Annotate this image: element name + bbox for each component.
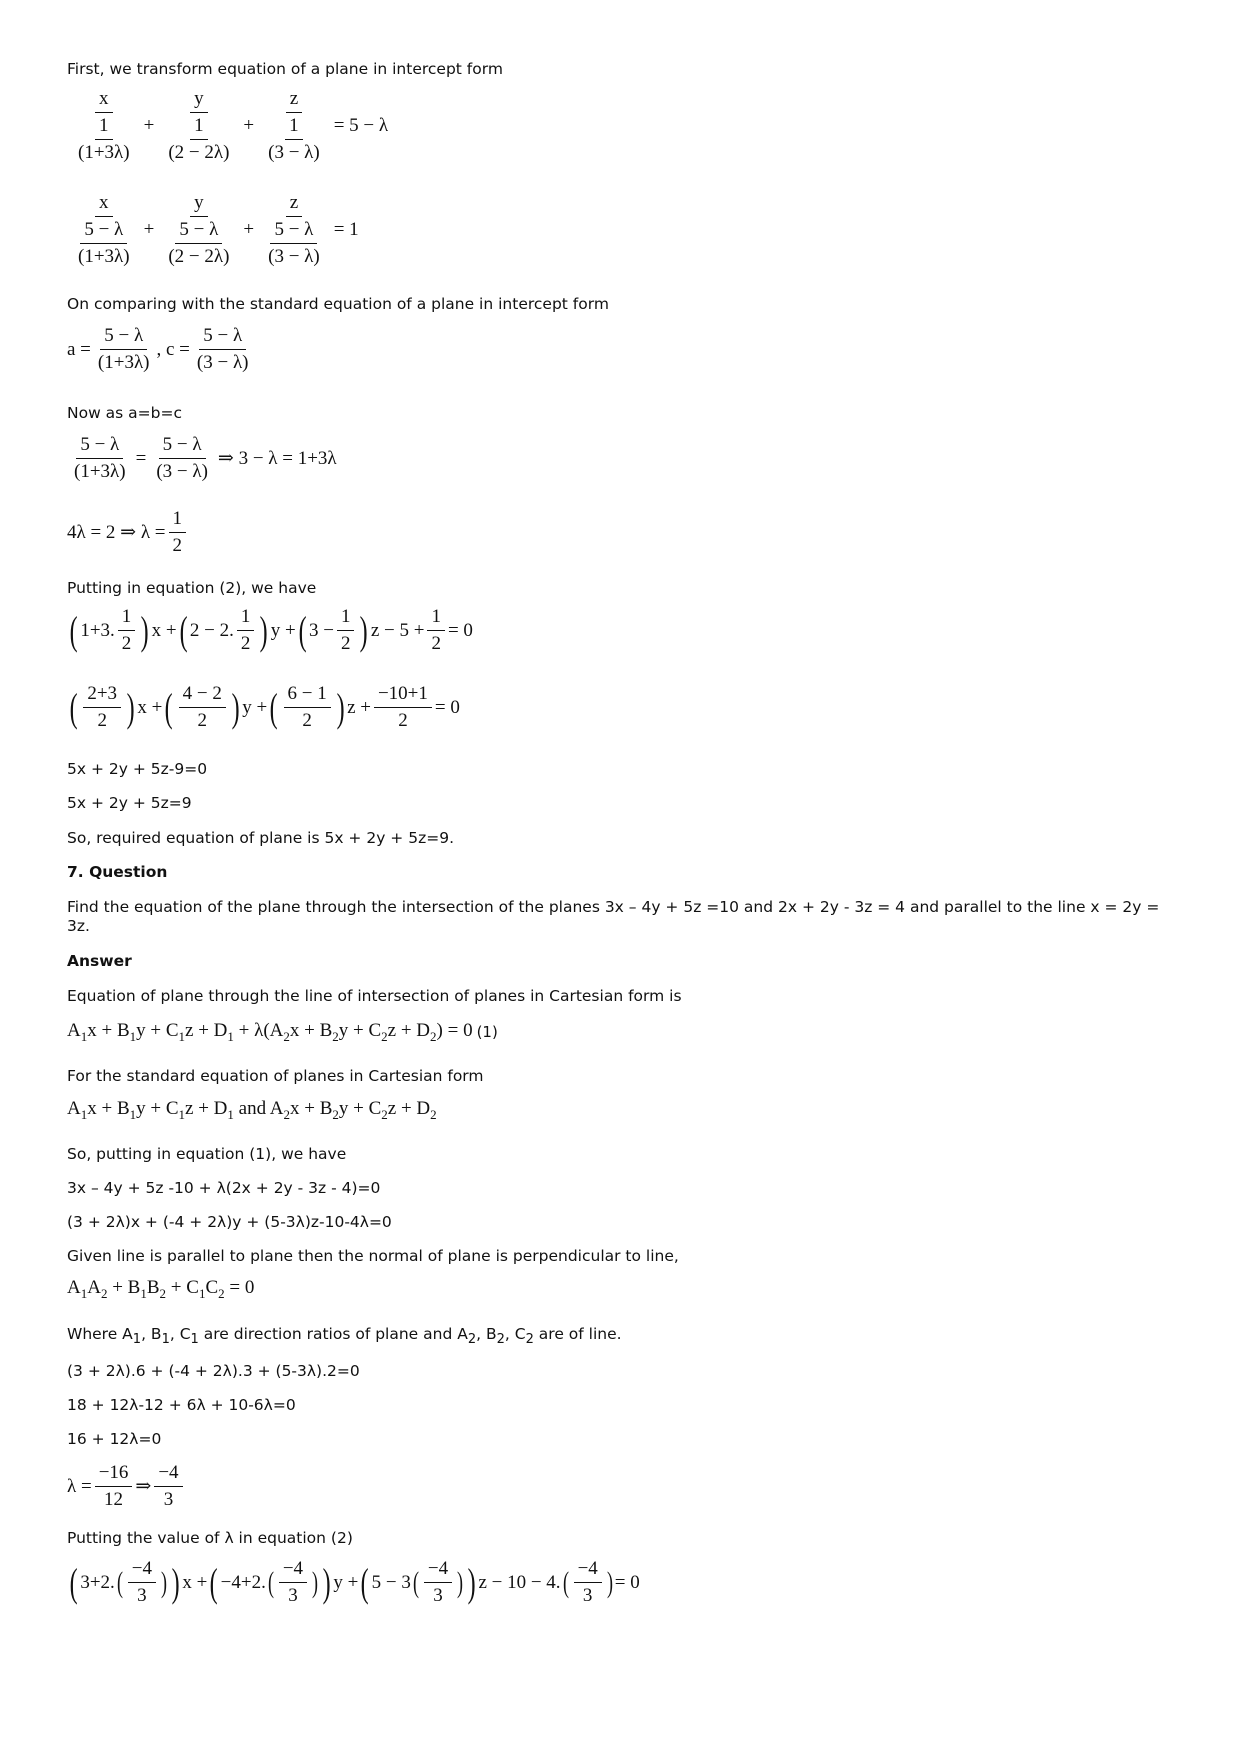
text-line: First, we transform equation of a plane in intercept form bbox=[67, 60, 503, 78]
equation-standard-planes: $A_1x + B_1y + C_1z + D_1$ and $A_2x + B_2y + C_2z + D_2$ bbox=[67, 1098, 437, 1122]
text-line: For the standard equation of planes in Cartesian form bbox=[67, 1067, 484, 1085]
text-line: 5x + 2y + 5z=9 bbox=[67, 794, 192, 812]
text-line: Putting in equation (2), we have bbox=[67, 579, 317, 597]
equation-perpendicular: $A_1A_2 + B_1B_2 + C_1C_2 = 0$ bbox=[67, 1277, 255, 1301]
equation-a-c: a = $\frac{5 - \lambda}{(1+3\lambda)}$ , c = $\frac{5 - \lambda}{(3 - \lambda)}$ bbox=[67, 325, 249, 373]
text-line: (3 + 2λ).6 + (-4 + 2λ).3 + (5-3λ).2=0 bbox=[67, 1362, 360, 1380]
text-line: So, required equation of plane is 5x + 2y + 5z=9. bbox=[67, 829, 454, 847]
text-line: Given line is parallel to plane then the normal of plane is perpendicular to line, bbox=[67, 1247, 679, 1265]
question-text: Find the equation of the plane through the intersection of the planes 3x – 4y + 5z =10 and 2x + 2y - 3z = 4 and parallel to the line x = 2y = 3z. bbox=[67, 898, 1160, 935]
text-line: 18 + 12λ-12 + 6λ + 10-6λ=0 bbox=[67, 1396, 296, 1414]
answer-heading: Answer bbox=[67, 952, 132, 970]
equation-intercept-1: $\frac{x}{\frac{1}{(1+3\lambda)}}$ + $\frac{y}{\frac{1}{(2 - 2\lambda)}}$ + $\frac{z}{\frac{1}{(3 - \lambda)}}$ = 5 − λ bbox=[78, 88, 389, 163]
equation-final-substitution: ( 3+2. ( $\frac{-4}{3}$ ) ) x + ( −4+2. ( $\frac{-4}{3}$ ) ) y + ( 5 − 3 ( $\frac{-4}{3}$ ) ) z − 10 − 4. ( $\frac{-4}{3}$ ) = 0 bbox=[69, 1558, 640, 1606]
equation-tag: (1) bbox=[476, 1023, 498, 1042]
text-line: Equation of plane through the line of intersection of planes in Cartesian form is bbox=[67, 987, 682, 1005]
equation-substitution-1: ( 1+3. $\frac{1}{2}$ ) x + ( 2 − 2. $\frac{1}{2}$ ) y + ( 3 − $\frac{1}{2}$ ) z − 5 + $\frac{1}{2}$ = 0 bbox=[69, 606, 473, 654]
text-line: Now as a=b=c bbox=[67, 404, 183, 422]
equation-lambda-half: 4λ = 2 ⇒ λ = $\frac{1}{2}$ bbox=[67, 508, 189, 557]
text-line: 5x + 2y + 5z-9=0 bbox=[67, 760, 208, 778]
equation-equal-ratio: $\frac{5 - \lambda}{(1+3\lambda)}$ = $\frac{5 - \lambda}{(3 - \lambda)}$ ⇒ 3 − λ = 1+3λ bbox=[74, 434, 337, 482]
equation-pencil-planes: $A_1x + B_1y + C_1z + D_1 + \lambda(A_2x + B_2y + C_2z + D_2) = 0$ (1) bbox=[67, 1020, 498, 1044]
text-line: Putting the value of λ in equation (2) bbox=[67, 1529, 353, 1547]
text-line: (3 + 2λ)x + (-4 + 2λ)y + (5-3λ)z-10-4λ=0 bbox=[67, 1213, 392, 1231]
equation-substitution-2: ( $\frac{2+3}{2}$ ) x + ( $\frac{4 - 2}{2}$ ) y + ( $\frac{6 - 1}{2}$ ) z + $\frac{-10+1}{2}$ = 0 bbox=[69, 683, 460, 731]
equation-intercept-2: $\frac{x}{\frac{5 - \lambda}{(1+3\lambda)}}$ + $\frac{y}{\frac{5 - \lambda}{(2 - 2\lambda)}}$ + $\frac{z}{\frac{5 - \lambda}{(3 - \lambda)}}$ = 1 bbox=[78, 192, 359, 267]
text-line: 16 + 12λ=0 bbox=[67, 1430, 162, 1448]
text-line: Where $A_1$, $B_1$, $C_1$ are direction ratios of plane and $A_2$, $B_2$, $C_2$ are of line. bbox=[67, 1325, 622, 1348]
text-line: On comparing with the standard equation of a plane in intercept form bbox=[67, 295, 609, 313]
text-line: So, putting in equation (1), we have bbox=[67, 1145, 347, 1163]
equation-lambda-value: λ = $\frac{-16}{12}$ ⇒ $\frac{-4}{3}$ bbox=[67, 1462, 186, 1511]
question-title: 7. Question bbox=[67, 863, 168, 881]
text-line: 3x – 4y + 5z -10 + λ(2x + 2y - 3z - 4)=0 bbox=[67, 1179, 381, 1197]
